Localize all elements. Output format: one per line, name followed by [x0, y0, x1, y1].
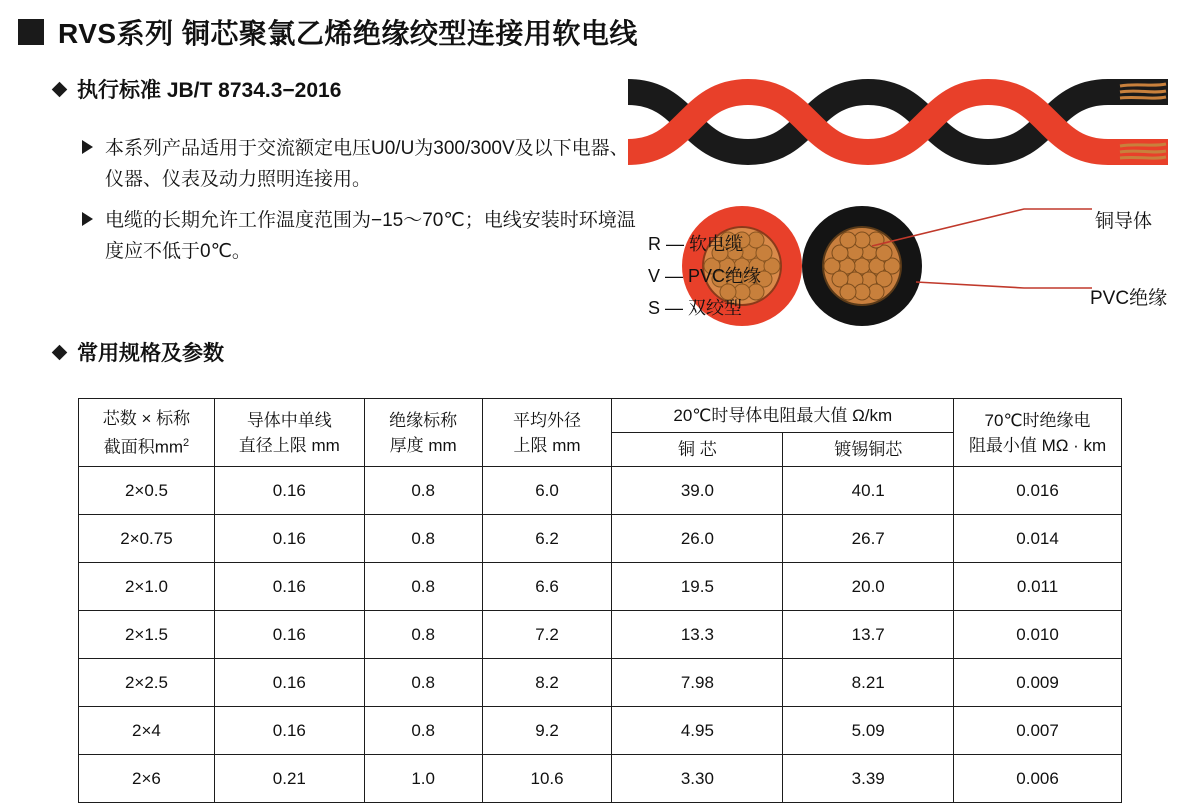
cell-r-sn: 20.0 [783, 563, 954, 611]
cell-wire-dia: 0.16 [214, 659, 364, 707]
cell-outer-dia: 6.0 [482, 467, 612, 515]
cell-r-sn: 8.21 [783, 659, 954, 707]
table-row [79, 659, 1122, 707]
cell-ins-thk: 1.0 [364, 755, 482, 803]
cell-wire-dia: 0.16 [214, 467, 364, 515]
cell-size: 2×0.75 [79, 515, 215, 563]
cell-r-cu: 13.3 [612, 611, 783, 659]
list-item [82, 133, 642, 195]
table-body [79, 467, 1122, 803]
cell-r-cu: 4.95 [612, 707, 783, 755]
cell-r-cu: 3.30 [612, 755, 783, 803]
th-outer-diameter-line2: 上限 mm [513, 435, 581, 455]
table-row [79, 611, 1122, 659]
triangle-bullet-icon [82, 212, 93, 226]
th-wire-diameter-line2: 直径上限 mm [238, 435, 340, 455]
legend-line-r: R — 软电缆 [648, 234, 744, 254]
diamond-bullet-icon [52, 81, 68, 97]
th-resistance-tinned: 镀锡铜芯 [783, 433, 954, 467]
cell-ins-thk: 0.8 [364, 515, 482, 563]
table-row [79, 755, 1122, 803]
th-wire-diameter [214, 399, 364, 467]
th-core-section-line1: 芯数 × 标称 [102, 408, 191, 428]
cell-ins-res: 0.011 [954, 563, 1122, 611]
table-row [79, 515, 1122, 563]
th-insulation-resistance-line2: 阻最小值 MΩ · km [968, 435, 1107, 455]
cell-outer-dia: 10.6 [482, 755, 612, 803]
list-item [82, 205, 642, 267]
abbreviation-legend [648, 228, 761, 324]
standard-heading-text: 执行标准 JB/T 8734.3−2016 [77, 79, 342, 102]
cell-outer-dia: 6.6 [482, 563, 612, 611]
spec-heading-text: 常用规格及参数 [77, 342, 224, 365]
table-header [79, 399, 1122, 467]
callout-pvc-insulation: PVC绝缘 [1090, 288, 1168, 309]
cell-r-sn: 40.1 [783, 467, 954, 515]
triangle-bullet-icon [82, 140, 93, 154]
cell-wire-dia: 0.16 [214, 707, 364, 755]
cell-ins-res: 0.006 [954, 755, 1122, 803]
cell-r-sn: 13.7 [783, 611, 954, 659]
cell-wire-dia: 0.21 [214, 755, 364, 803]
th-wire-diameter-line1: 导体中单线 [246, 410, 332, 430]
cell-ins-thk: 0.8 [364, 659, 482, 707]
cell-ins-thk: 0.8 [364, 467, 482, 515]
cell-ins-res: 0.009 [954, 659, 1122, 707]
cell-r-cu: 19.5 [612, 563, 783, 611]
cell-wire-dia: 0.16 [214, 563, 364, 611]
cell-ins-thk: 0.8 [364, 611, 482, 659]
th-insulation-resistance-line1: 70℃时绝缘电 [984, 410, 1091, 430]
table-row [79, 467, 1122, 515]
cell-size: 2×4 [79, 707, 215, 755]
cell-outer-dia: 6.2 [482, 515, 612, 563]
legend-line-s: S — 双绞型 [648, 298, 743, 318]
section-heading-specs [54, 337, 224, 367]
legend-line-v: V — PVC绝缘 [648, 266, 762, 286]
table-row [79, 707, 1122, 755]
th-resistance-group: 20℃时导体电阻最大值 Ω/km [612, 399, 954, 433]
cell-size: 2×2.5 [79, 659, 215, 707]
cell-outer-dia: 9.2 [482, 707, 612, 755]
cell-ins-thk: 0.8 [364, 707, 482, 755]
th-outer-diameter [482, 399, 612, 467]
th-outer-diameter-line1: 平均外径 [513, 410, 582, 430]
th-insulation-thickness-line1: 绝缘标称 [389, 410, 458, 430]
cell-outer-dia: 7.2 [482, 611, 612, 659]
bullet-text: 本系列产品适用于交流额定电压U0/U为300/300V及以下电器、仪器、仪表及动力照明连接用。 [105, 138, 629, 190]
cell-ins-res: 0.007 [954, 707, 1122, 755]
cell-size: 2×0.5 [79, 467, 215, 515]
page-title [18, 12, 638, 52]
cell-r-sn: 3.39 [783, 755, 954, 803]
cell-r-sn: 26.7 [783, 515, 954, 563]
cell-ins-res: 0.010 [954, 611, 1122, 659]
section-heading-standard [54, 74, 341, 104]
cell-ins-res: 0.014 [954, 515, 1122, 563]
cell-r-cu: 26.0 [612, 515, 783, 563]
cell-ins-thk: 0.8 [364, 563, 482, 611]
title-square-icon [18, 19, 44, 45]
table-row [79, 563, 1122, 611]
th-resistance-copper: 铜 芯 [612, 433, 783, 467]
cell-r-cu: 39.0 [612, 467, 783, 515]
spec-table [78, 398, 1122, 803]
cell-size: 2×1.5 [79, 611, 215, 659]
cell-wire-dia: 0.16 [214, 611, 364, 659]
twisted-pair-illustration [628, 70, 1168, 185]
th-core-section [79, 399, 215, 467]
cell-size: 2×1.0 [79, 563, 215, 611]
cell-size: 2×6 [79, 755, 215, 803]
callout-copper-conductor: 铜导体 [1095, 211, 1153, 232]
title-text: RVS系列 铜芯聚氯乙烯绝缘绞型连接用软电线 [58, 18, 638, 49]
th-insulation-thickness [364, 399, 482, 467]
diamond-bullet-icon [52, 344, 68, 360]
cell-wire-dia: 0.16 [214, 515, 364, 563]
cell-outer-dia: 8.2 [482, 659, 612, 707]
bullet-text: 电缆的长期允许工作温度范围为−15～70℃；电线安装时环境温度应不低于0℃。 [105, 210, 636, 262]
th-insulation-thickness-line2: 厚度 mm [389, 435, 457, 455]
th-insulation-resistance [954, 399, 1122, 467]
cell-ins-res: 0.016 [954, 467, 1122, 515]
standard-bullet-list [82, 133, 642, 277]
table-header-row-1 [79, 399, 1122, 433]
cell-r-cu: 7.98 [612, 659, 783, 707]
cell-r-sn: 5.09 [783, 707, 954, 755]
th-core-section-line2: 截面积$mm^2$ [103, 436, 190, 457]
th-core-section-sup: 2 [183, 436, 190, 449]
